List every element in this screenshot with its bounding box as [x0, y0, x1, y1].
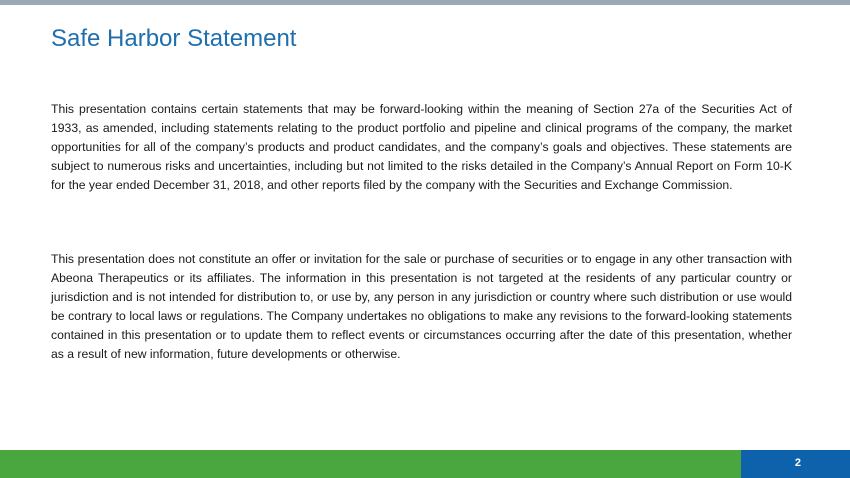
- paragraph-no-offer: This presentation does not constitute an offer or invitation for the sale or purchase of securities or to engage in any other transaction with Abeona Therapeutics or its affiliates. The information in this presentation is not targeted at the residents of any particular country or jurisdiction and is not intended for distribution to, or use by, any person in any jurisdiction or country where such distribution or use would be contrary to local laws or regulations. The Company undertakes no obligations to make any revisions to the forward-looking statements contained in this presentation or to update them to reflect events or circumstances occurring after the date of this presentation, whether as a result of new information, future developments or otherwise.: [51, 252, 792, 362]
- top-divider: [0, 0, 850, 5]
- footer-bar: [0, 450, 741, 478]
- page-number-box: [741, 450, 850, 478]
- paragraph-forward-looking: This presentation contains certain statements that may be forward-looking within the meaning of Section 27a of the Securities Act of 1933, as amended, including statements relating to the product portfolio and pipeline and clinical programs of the company, the market opportunities for all of the company’s products and product candidates, and the company’s goals and objectives. These statements are subject to numerous risks and uncertainties, including but not limited to the risks detailed in the Company’s Annual Report on Form 10-K for the year ended December 31, 2018, and other reports filed by the company with the Securities and Exchange Commission.: [51, 102, 792, 193]
- page-number: 2: [794, 457, 801, 469]
- slide-title: Safe Harbor Statement: [51, 25, 297, 52]
